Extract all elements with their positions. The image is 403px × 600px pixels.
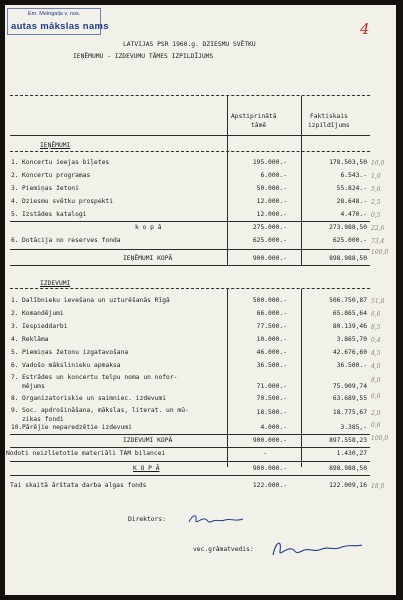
institution-stamp bbox=[7, 8, 109, 35]
income-title-rule bbox=[10, 151, 370, 152]
col-header-actual-1: Faktiskais bbox=[310, 113, 348, 120]
income-total-bottom-rule bbox=[10, 265, 370, 266]
kopa-rule bbox=[10, 221, 370, 222]
title-line-2: IEŅĒMUMU - IZDEVUMU TĀMES IZPILDĪJUMS bbox=[73, 53, 214, 60]
col-header-planned-1: Apstiprinātā bbox=[231, 113, 277, 120]
grand-total-top-rule bbox=[10, 461, 370, 462]
director-label: Direktors: bbox=[128, 516, 166, 523]
expense-title-rule bbox=[10, 288, 370, 289]
expense-total-bottom-rule bbox=[10, 447, 370, 448]
income-total-top-rule bbox=[10, 249, 370, 250]
page-number: 4 bbox=[360, 20, 370, 38]
header-bottom-rule bbox=[10, 135, 370, 136]
accountant-label: vec.grāmatvedis: bbox=[193, 546, 254, 553]
expense-total-top-rule bbox=[10, 434, 370, 435]
grand-total-bottom-rule bbox=[10, 475, 370, 476]
col-header-actual-2: izpildījums bbox=[308, 122, 350, 129]
header-top-rule bbox=[10, 95, 370, 96]
document-page: Em. Melngaiļa v. nos. autas mākslas nams 4 LATVIJAS PSR 1960.g. DZIESMU SVĒTKU IEŅĒMUMU - IZDEVUMU TĀMES IZPILDĪJUMS Apstiprinātā tāmē Faktiskais izpildījums IEŅĒMUMI 1. Koncertu ieejas biļetes 195.000.- 178.503,50 16,0 2. Koncertu programas 6.000.- 6.543.- 1,0 3. Piemiņas žetoni 50.000.- 55.824.- 5,6 4. Dziesmu svētku prospekti 12.000.- 28.648.- 2,5 5. Izstādes katalogi 12.000.- 4.470.- 0,5 k o p ā 275.000.- 273.988,50 22,6 6. Dotācija no reserves fonda 625.000.- 625.000.- 73,4 IEŅĒMUMI KOPĀ 900.000.- 898.988,50 100,0 IZDEVUMI 1. Dalībnieku ievešana un uzturēšanās Rīgā 500.000.- 506.750,87 51,8 2. Komandējumi 66.000.- 65.865,64 6,6 3. Iespieddarbi 77.500.- 80.139,46 8,5 4. Reklāma 10.000.- 3.865,70 0,4 5. Piemiņas žetonu izgatavošana 46.000.- 42.676,60 4,5 6. Vadošo mākslinieku apmaksa 36.500.- 36.500.- 4,0 7. Estrādes un koncertu telpu noma un nofor- mējums 71.000.- 75.909,74 8,0 8. Organizatoriskie un saimniec. izdevumi 70.500.- 63.689,55 6,6 9. Soc. apdrošināšana, mākslas, literat. un mū- zikas fondi 18.500.- 18.775,67 2,0 10. Pārējie neparedzētie izdevumi 4.000.- 3.385,- 0,6 IZDEVUMI KOPĀ 900.000.- 897.558,23 100,0 Nodoti neizlietotie materiāli TAM bilancei - 1.430,27 K O P Ā 900.000.- 898.988,50 Tai skaitā ārštata darba algas fonds 122.000.- 122.009,16 18,0 Direktors: vec.grāmatvedis: bbox=[5, 5, 396, 595]
stamp-line-1: Em. Melngaiļa v. nos. bbox=[28, 11, 81, 17]
income-section-title: IEŅĒMUMI bbox=[40, 142, 71, 149]
director-signature bbox=[187, 510, 247, 528]
stamp-line-2: autas mākslas nams bbox=[11, 21, 109, 32]
expense-section-title: IZDEVUMI bbox=[40, 280, 71, 287]
title-line-1: LATVIJAS PSR 1960.g. DZIESMU SVĒTKU bbox=[123, 41, 256, 48]
accountant-signature bbox=[270, 535, 365, 561]
col-header-planned-2: tāmē bbox=[251, 122, 267, 129]
